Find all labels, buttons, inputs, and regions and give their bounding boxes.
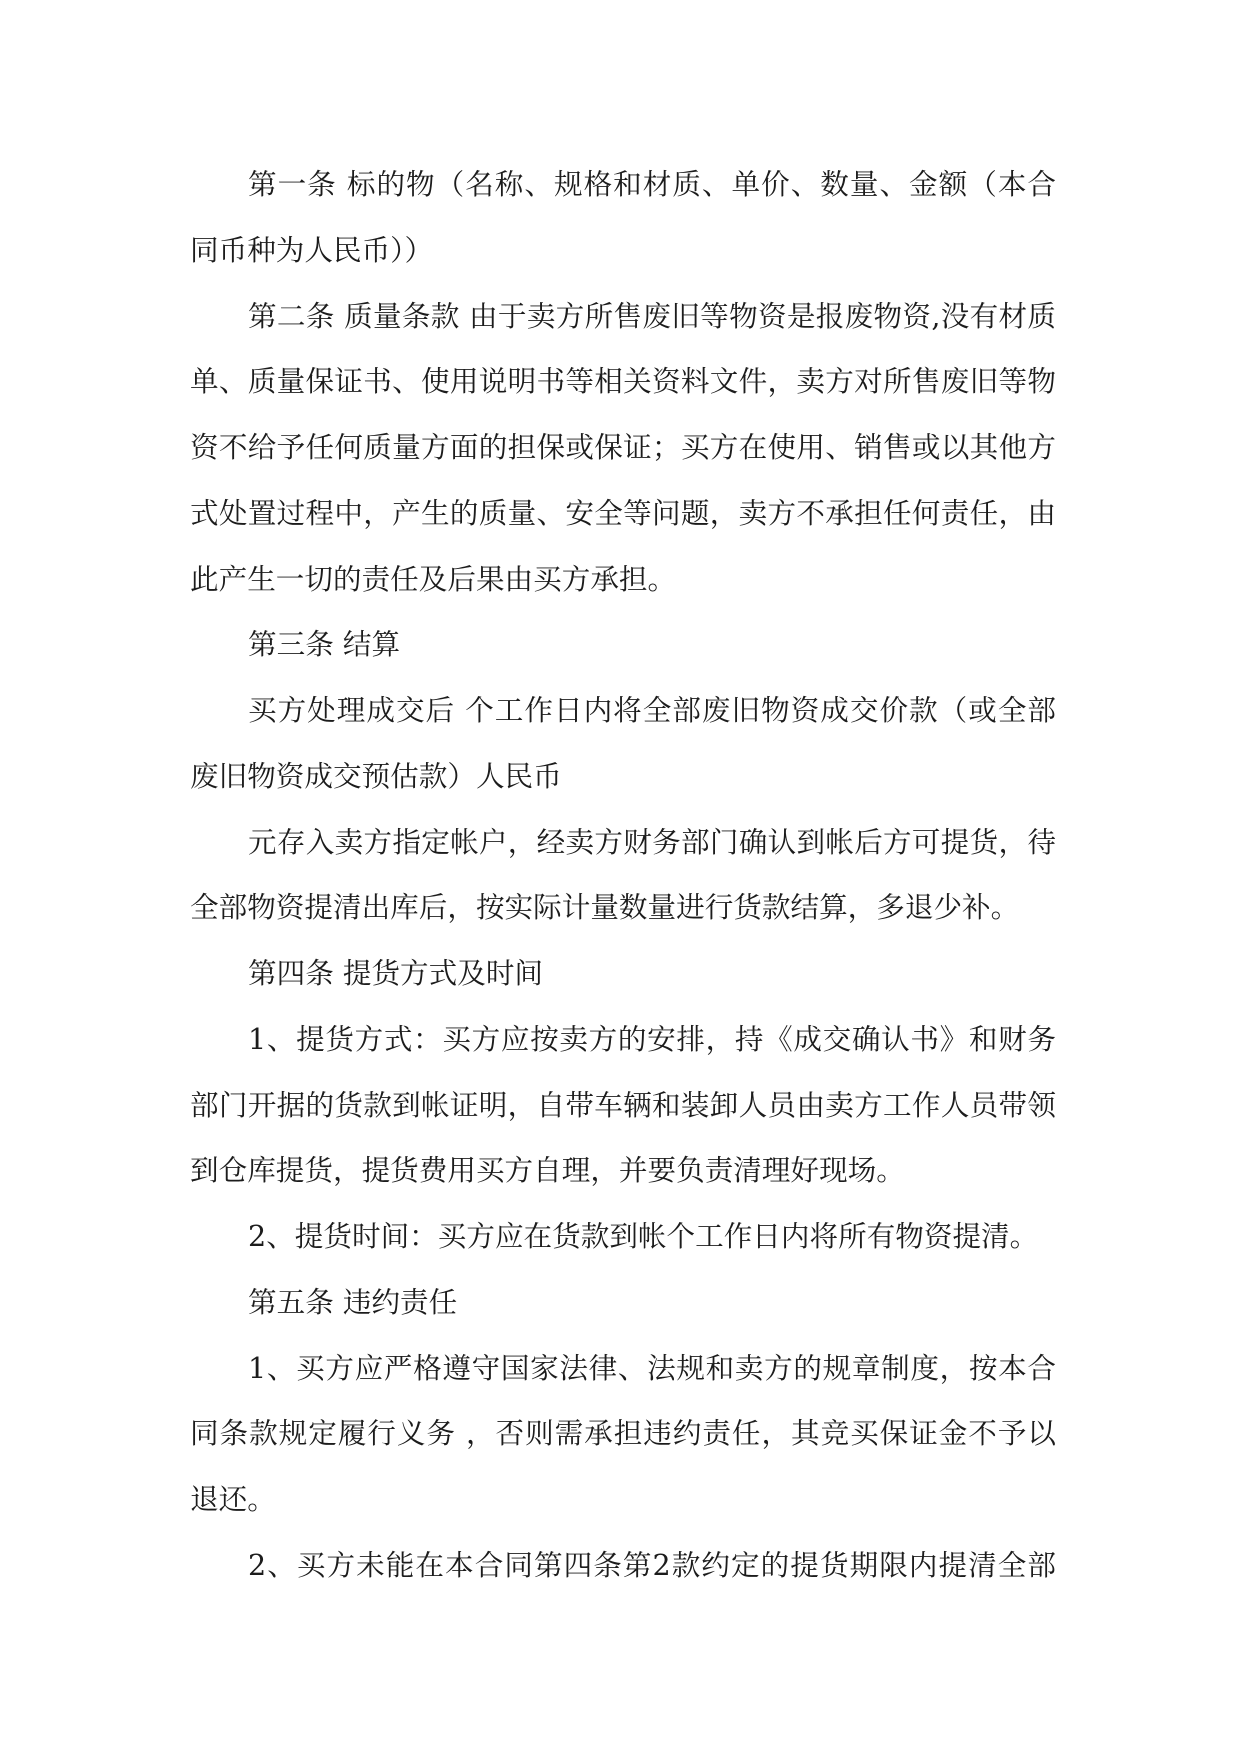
text-line: 废旧物资成交预估款）人民币 [190, 759, 562, 793]
text-line: 第一条 标的物（名称、规格和材质、单价、数量、金额（本合 [248, 167, 1056, 201]
text-line: 第四条 提货方式及时间 [248, 956, 544, 990]
text-line: 买方处理成交后 个工作日内将全部废旧物资成交价款（或全部 [248, 693, 1056, 727]
text-line: 退还。 [190, 1482, 276, 1516]
text-line: 同条款规定履行义务 ，否则需承担违约责任，其竞买保证金不予以 [190, 1416, 1056, 1450]
text-line: 到仓库提货，提货费用买方自理，并要负责清理好现场。 [190, 1153, 905, 1187]
text-line: 2、提货时间：买方应在货款到帐个工作日内将所有物资提清。 [248, 1219, 1039, 1253]
text-line: 第三条 结算 [248, 627, 401, 661]
text-line: 2、买方未能在本合同第四条第2款约定的提货期限内提清全部 [248, 1548, 1056, 1582]
text-line: 同币种为人民币）） [190, 233, 434, 267]
text-line: 单、质量保证书、使用说明书等相关资料文件，卖方对所售废旧等物 [190, 364, 1056, 398]
text-line: 第五条 违约责任 [248, 1285, 458, 1319]
text-line: 式处置过程中，产生的质量、安全等问题，卖方不承担任何责任，由 [190, 496, 1056, 530]
text-line: 此产生一切的责任及后果由买方承担。 [190, 562, 677, 596]
text-line: 全部物资提清出库后，按实际计量数量进行货款结算，多退少补。 [190, 890, 1020, 924]
text-line: 1、买方应严格遵守国家法律、法规和卖方的规章制度，按本合 [248, 1351, 1056, 1385]
text-line: 第二条 质量条款 由于卖方所售废旧等物资是报废物资,没有材质 [248, 299, 1056, 333]
text-line: 资不给予任何质量方面的担保或保证；买方在使用、销售或以其他方 [190, 430, 1056, 464]
text-line: 1、提货方式：买方应按卖方的安排，持《成交确认书》和财务 [248, 1022, 1056, 1056]
text-line: 部门开据的货款到帐证明，自带车辆和装卸人员由卖方工作人员带领 [190, 1088, 1056, 1122]
text-line: 元存入卖方指定帐户，经卖方财务部门确认到帐后方可提货，待 [248, 825, 1056, 859]
